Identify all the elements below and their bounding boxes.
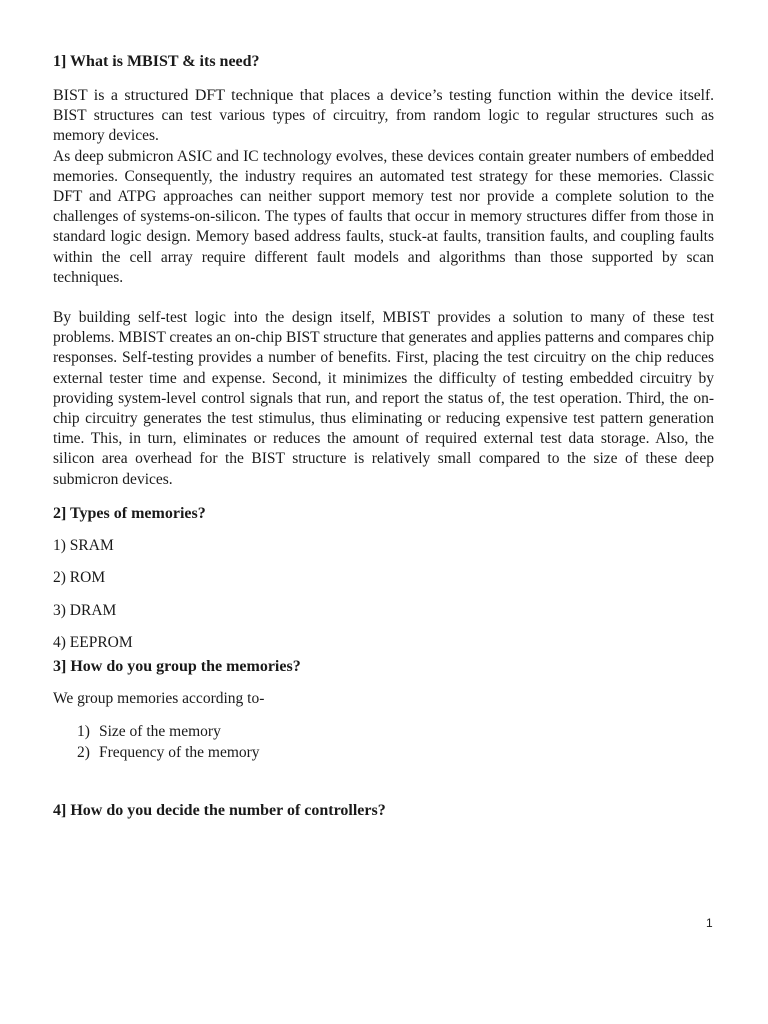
q1-heading: 1] What is MBIST & its need?: [53, 53, 260, 70]
page-number: 1: [706, 916, 713, 930]
grouping-list: [53, 721, 714, 763]
list-item: [77, 721, 714, 742]
q1-paragraph-1b: As deep submicron ASIC and IC technology evolves, these devices contain greater numbers of embedded memories. Consequently, the industry requires an automated test strategy for these memories. Classic DFT and ATPG approaches can neither support memory test nor provide a complete solution to the challenges of systems-on-silicon. The types of faults that occur in memory structures differ from those in standard logic design. Memory based address faults, stuck-at faults, transition faults, and coupling faults within the cell array require different fault models and algorithms than those supported by scan techniques.: [53, 147, 714, 286]
list-item: [77, 742, 714, 763]
list-item: 3) DRAM: [53, 601, 117, 619]
list-item-text: Size of the memory: [99, 722, 221, 740]
q1-paragraph-1-rest: itself. BIST structures can test various types of circuitry, from random logic to regular structures such as memory devices.: [53, 87, 714, 145]
list-item-number: 1): [77, 722, 90, 740]
document-page: [53, 52, 714, 821]
list-item: 2) ROM: [53, 569, 106, 587]
q4-heading: 4] How do you decide the number of controllers?: [53, 801, 386, 819]
list-item-text: Frequency of the memory: [99, 743, 260, 761]
q3-intro: We group memories according to-: [53, 690, 265, 708]
q1-paragraph-1: [53, 86, 714, 147]
q1-paragraph-1-lead: BIST is a structured DFT technique that places a device’s testing function within the device: [53, 87, 673, 104]
list-item-number: 2): [77, 743, 90, 761]
q2-heading: 2] Types of memories?: [53, 504, 206, 522]
q3-heading: 3] How do you group the memories?: [53, 658, 301, 676]
list-item: 1) SRAM: [53, 536, 114, 554]
list-item: 4) EEPROM: [53, 634, 133, 652]
memory-types-list: [53, 536, 714, 658]
q1-paragraph-2: By building self-test logic into the design itself, MBIST provides a solution to many of these test problems. MBIST creates an on-chip BIST structure that generates and applies patterns and compares chip responses. Self-testing provides a number of benefits. First, placing the test circuitry on the chip reduces external tester time and expense. Second, it minimizes the difficulty of testing embedded circuitry by providing system-level control signals that run, and report the status of, the test operation. Third, the on-chip circuitry generates the test stimulus, thus eliminating or reducing expensive test pattern generation time. This, in turn, eliminates or reduces the amount of required external test data storage. Also, the silicon area overhead for the BIST structure is relatively small compared to the size of these deep submicron devices.: [53, 309, 714, 488]
